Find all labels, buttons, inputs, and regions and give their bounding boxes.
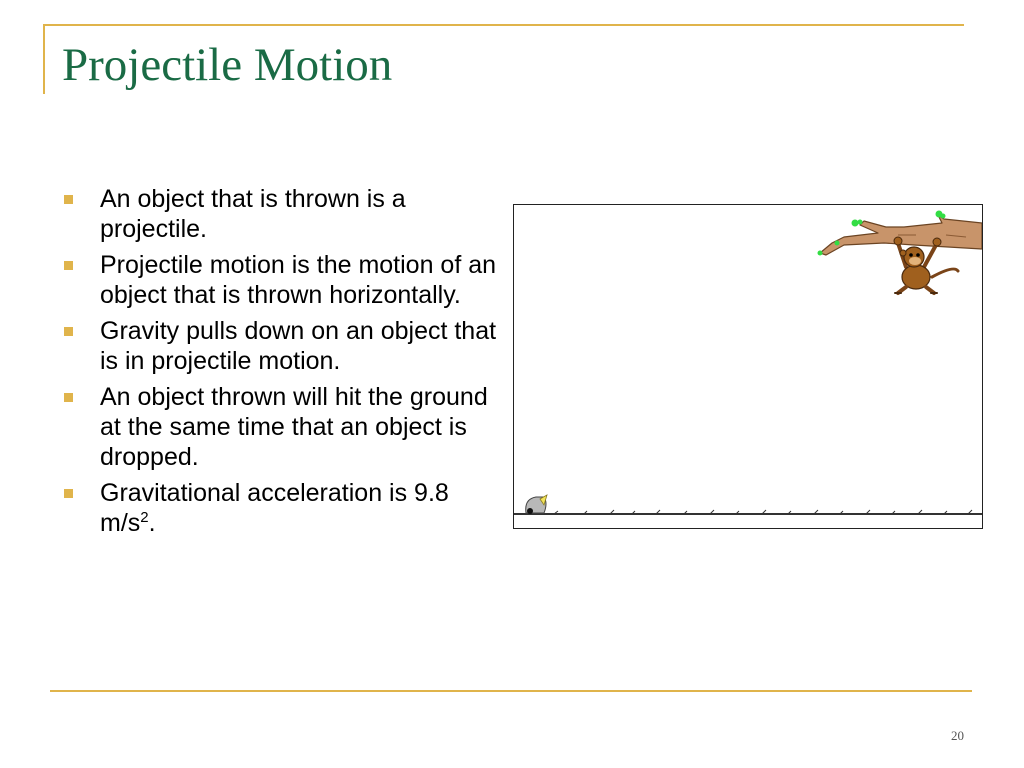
page-number: 20 bbox=[951, 728, 964, 743]
bullet-text: An object that is thrown is a projectile. bbox=[100, 185, 406, 243]
bullet-marker-icon bbox=[64, 261, 73, 270]
bullet-text: Gravitational acceleration is 9.8 m/s bbox=[100, 479, 449, 537]
slide-title: Projectile Motion bbox=[62, 39, 393, 91]
cannon-icon bbox=[526, 495, 547, 514]
bullet-item bbox=[64, 316, 504, 376]
bullet-item bbox=[64, 382, 504, 472]
title-frame-top-rule bbox=[43, 24, 964, 26]
leaf-icon bbox=[852, 220, 859, 227]
footer-rule bbox=[50, 690, 972, 692]
bullet-marker-icon bbox=[64, 489, 73, 498]
bullet-marker-icon bbox=[64, 393, 73, 402]
leaf-icon bbox=[818, 251, 823, 256]
leaf-icon bbox=[835, 241, 840, 246]
bullet-item bbox=[64, 250, 504, 310]
bullet-item bbox=[64, 478, 504, 538]
bullet-text: Projectile motion is the motion of an object that is thrown horizontally. bbox=[100, 251, 497, 309]
bullet-text: Gravity pulls down on an object that is in projectile motion. bbox=[100, 317, 497, 375]
leaf-icon bbox=[858, 220, 863, 225]
bullet-suffix: . bbox=[148, 509, 156, 537]
title-frame-left-rule bbox=[43, 24, 45, 94]
bullet-list bbox=[64, 184, 504, 544]
projectile-animation bbox=[513, 204, 983, 529]
bullet-item bbox=[64, 184, 504, 244]
grass-ground-icon bbox=[514, 510, 982, 514]
projectile-illustration bbox=[514, 205, 982, 528]
bullet-superscript: 2 bbox=[140, 509, 149, 526]
leaf-icon bbox=[941, 214, 946, 219]
bullet-text: An object thrown will hit the ground at the same time that an object is dropped. bbox=[100, 383, 488, 471]
bullet-marker-icon bbox=[64, 195, 73, 204]
bullet-marker-icon bbox=[64, 327, 73, 336]
